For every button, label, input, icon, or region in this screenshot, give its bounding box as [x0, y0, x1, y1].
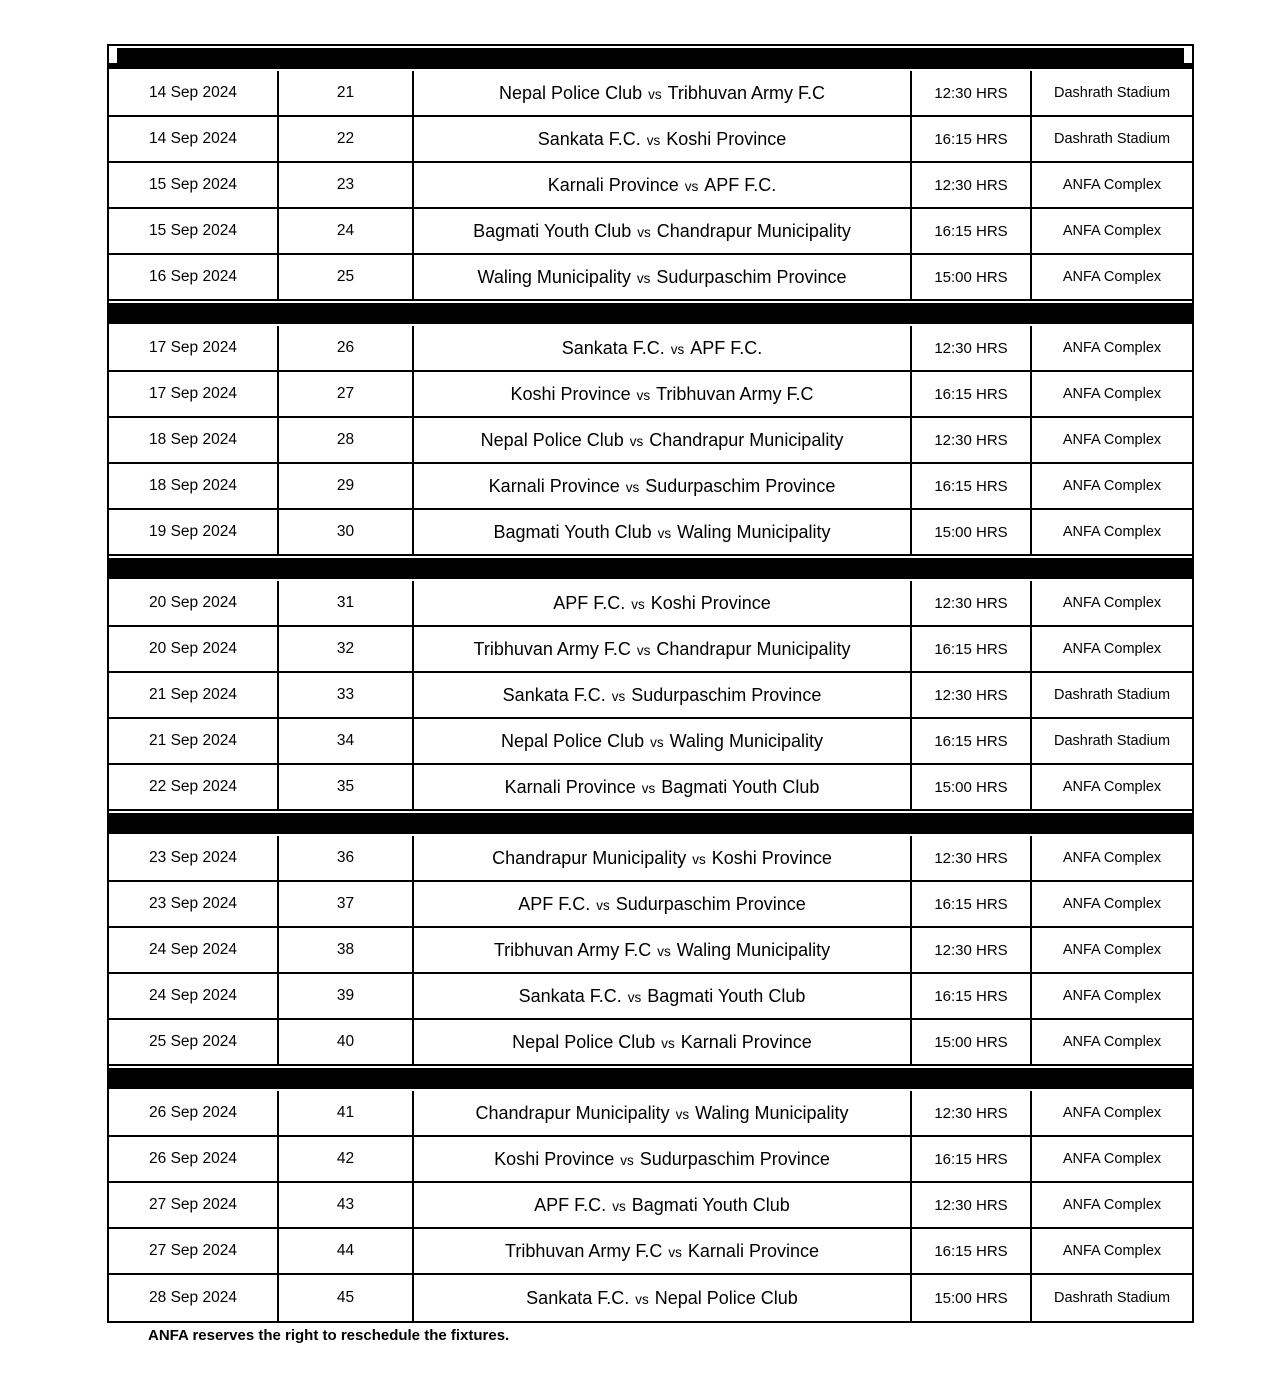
venue-cell: ANFA Complex [1062, 942, 1162, 958]
away-team: Sudurpaschim Province [639, 1148, 830, 1169]
time-cell: 12:30 HRS [912, 418, 1032, 462]
match-number-cell: 36 [279, 836, 414, 880]
date-cell: 20 Sep 2024 [109, 627, 279, 671]
match-number-cell: 40 [279, 1020, 414, 1064]
venue-cell: ANFA Complex [1062, 223, 1162, 239]
fixture-section [109, 303, 1192, 556]
venue-cell: ANFA Complex [1062, 1197, 1162, 1213]
fixture-row [109, 372, 1192, 418]
venue-cell: ANFA Complex [1062, 595, 1162, 611]
fixture-row [109, 1183, 1192, 1229]
date-cell: 14 Sep 2024 [109, 117, 279, 161]
vs-label: vs [648, 86, 662, 102]
venue-cell: ANFA Complex [1062, 1151, 1162, 1167]
fixture-row [109, 719, 1192, 765]
time-cell: 16:15 HRS [912, 117, 1032, 161]
fixture-row [109, 1091, 1192, 1137]
time-cell: 16:15 HRS [912, 464, 1032, 508]
away-team: Koshi Province [711, 847, 832, 868]
home-team: Sankata F.C. [502, 684, 606, 705]
home-team: Sankata F.C. [518, 985, 622, 1006]
away-team: Bagmati Youth Club [647, 985, 806, 1006]
match-number-cell: 22 [279, 117, 414, 161]
reschedule-note: ANFA reserves the right to reschedule the fixtures. [148, 1327, 510, 1344]
match-number-cell: 35 [279, 765, 414, 809]
teams-cell [414, 510, 912, 554]
teams-cell [414, 117, 912, 161]
home-team: APF F.C. [534, 1194, 607, 1215]
away-team: Chandrapur Municipality [656, 638, 851, 659]
home-team: Nepal Police Club [499, 82, 643, 103]
time-cell: 12:30 HRS [912, 71, 1032, 115]
vs-label: vs [661, 1035, 675, 1051]
date-cell: 20 Sep 2024 [109, 581, 279, 625]
away-team: Karnali Province [687, 1240, 819, 1261]
fixture-row [109, 836, 1192, 882]
vs-label: vs [612, 1198, 626, 1214]
time-cell: 15:00 HRS [912, 510, 1032, 554]
time-cell: 15:00 HRS [912, 765, 1032, 809]
venue-cell: ANFA Complex [1062, 641, 1162, 657]
time-cell: 16:15 HRS [912, 719, 1032, 763]
vs-label: vs [646, 132, 661, 148]
date-cell: 17 Sep 2024 [109, 372, 279, 416]
date-cell: 21 Sep 2024 [109, 673, 279, 717]
home-team: Koshi Province [510, 383, 631, 404]
fixture-row [109, 326, 1192, 372]
bar-notch-right [1184, 48, 1192, 63]
away-team: APF F.C. [704, 174, 777, 195]
vs-label: vs [625, 479, 640, 495]
time-cell: 12:30 HRS [912, 928, 1032, 972]
date-cell: 26 Sep 2024 [109, 1091, 279, 1135]
fixture-row [109, 627, 1192, 673]
venue-cell: Dashrath Stadium [1053, 687, 1171, 703]
time-cell: 16:15 HRS [912, 627, 1032, 671]
match-number-cell: 21 [279, 71, 414, 115]
teams-cell [414, 1137, 912, 1181]
away-team: Karnali Province [680, 1031, 812, 1052]
teams-cell [414, 836, 912, 880]
venue-cell: ANFA Complex [1062, 524, 1162, 540]
date-cell: 22 Sep 2024 [109, 765, 279, 809]
away-team: Sudurpaschim Province [645, 475, 836, 496]
home-team: Tribhuvan Army F.C [505, 1240, 663, 1261]
venue-cell: ANFA Complex [1062, 386, 1162, 402]
date-cell: 27 Sep 2024 [109, 1229, 279, 1273]
venue-cell: ANFA Complex [1062, 1034, 1162, 1050]
vs-label: vs [641, 780, 656, 796]
time-cell: 12:30 HRS [912, 836, 1032, 880]
date-cell: 18 Sep 2024 [109, 464, 279, 508]
fixture-section [109, 48, 1192, 301]
match-number-cell: 25 [279, 255, 414, 299]
teams-cell [414, 209, 912, 253]
time-cell: 15:00 HRS [912, 1020, 1032, 1064]
vs-label: vs [692, 851, 706, 867]
away-team: Bagmati Youth Club [631, 1194, 790, 1215]
time-cell: 16:15 HRS [912, 372, 1032, 416]
home-team: Tribhuvan Army F.C [473, 638, 631, 659]
vs-label: vs [657, 525, 672, 541]
home-team: Koshi Province [494, 1148, 615, 1169]
fixture-row [109, 1229, 1192, 1275]
date-cell: 19 Sep 2024 [109, 510, 279, 554]
date-cell: 15 Sep 2024 [109, 209, 279, 253]
home-team: Nepal Police Club [512, 1031, 656, 1052]
match-number-cell: 45 [279, 1275, 414, 1321]
date-cell: 24 Sep 2024 [109, 974, 279, 1018]
fixture-row [109, 1275, 1192, 1321]
time-cell: 16:15 HRS [912, 1137, 1032, 1181]
time-cell: 12:30 HRS [912, 673, 1032, 717]
vs-label: vs [627, 989, 642, 1005]
away-team: Waling Municipality [676, 939, 831, 960]
fixture-row [109, 1020, 1192, 1066]
fixture-row [109, 163, 1192, 209]
away-team: Sudurpaschim Province [656, 266, 847, 287]
home-team: Sankata F.C. [561, 337, 665, 358]
venue-cell: ANFA Complex [1062, 269, 1162, 285]
venue-cell: Dashrath Stadium [1053, 131, 1171, 147]
date-cell: 21 Sep 2024 [109, 719, 279, 763]
date-cell: 24 Sep 2024 [109, 928, 279, 972]
vs-label: vs [675, 1106, 690, 1122]
bar-notch-left [109, 48, 117, 63]
section-separator-bar [109, 303, 1192, 324]
match-number-cell: 28 [279, 418, 414, 462]
venue-cell: Dashrath Stadium [1053, 85, 1171, 101]
fixtures-table [107, 44, 1194, 1323]
teams-cell [414, 928, 912, 972]
match-number-cell: 31 [279, 581, 414, 625]
match-number-cell: 23 [279, 163, 414, 207]
date-cell: 16 Sep 2024 [109, 255, 279, 299]
home-team: Sankata F.C. [526, 1287, 630, 1308]
fixture-row [109, 464, 1192, 510]
fixture-row [109, 1137, 1192, 1183]
time-cell: 12:30 HRS [912, 326, 1032, 370]
teams-cell [414, 1020, 912, 1064]
time-cell: 12:30 HRS [912, 163, 1032, 207]
away-team: Waling Municipality [669, 730, 823, 751]
section-separator-bar [109, 1068, 1192, 1089]
teams-cell [414, 255, 912, 299]
date-cell: 17 Sep 2024 [109, 326, 279, 370]
match-number-cell: 34 [279, 719, 414, 763]
vs-label: vs [636, 387, 651, 403]
vs-label: vs [684, 178, 699, 194]
section-separator-bar [109, 813, 1192, 834]
fixture-section [109, 813, 1192, 1066]
fixture-row [109, 117, 1192, 163]
vs-label: vs [629, 433, 644, 449]
time-cell: 12:30 HRS [912, 1183, 1032, 1227]
away-team: Waling Municipality [677, 521, 831, 542]
date-cell: 18 Sep 2024 [109, 418, 279, 462]
teams-cell [414, 1275, 912, 1321]
fixture-row [109, 882, 1192, 928]
home-team: Sankata F.C. [537, 128, 641, 149]
vs-label: vs [596, 897, 610, 913]
vs-label: vs [631, 596, 645, 612]
date-cell: 27 Sep 2024 [109, 1183, 279, 1227]
away-team: Waling Municipality [695, 1102, 849, 1123]
away-team: Bagmati Youth Club [661, 776, 820, 797]
home-team: Karnali Province [488, 475, 620, 496]
fixture-row [109, 974, 1192, 1020]
match-number-cell: 42 [279, 1137, 414, 1181]
match-number-cell: 32 [279, 627, 414, 671]
date-cell: 25 Sep 2024 [109, 1020, 279, 1064]
date-cell: 14 Sep 2024 [109, 71, 279, 115]
match-number-cell: 26 [279, 326, 414, 370]
teams-cell [414, 882, 912, 926]
home-team: Nepal Police Club [480, 429, 624, 450]
time-cell: 15:00 HRS [912, 255, 1032, 299]
home-team: Chandrapur Municipality [492, 847, 687, 868]
time-cell: 15:00 HRS [912, 1275, 1032, 1321]
time-cell: 16:15 HRS [912, 1229, 1032, 1273]
away-team: Sudurpaschim Province [615, 893, 806, 914]
time-cell: 16:15 HRS [912, 209, 1032, 253]
date-cell: 23 Sep 2024 [109, 836, 279, 880]
fixture-row [109, 581, 1192, 627]
home-team: Bagmati Youth Club [493, 521, 652, 542]
away-team: Tribhuvan Army F.C [667, 82, 825, 103]
teams-cell [414, 1183, 912, 1227]
match-number-cell: 39 [279, 974, 414, 1018]
match-number-cell: 27 [279, 372, 414, 416]
vs-label: vs [657, 943, 671, 959]
vs-label: vs [670, 341, 685, 357]
venue-cell: ANFA Complex [1062, 340, 1162, 356]
match-number-cell: 44 [279, 1229, 414, 1273]
away-team: Chandrapur Municipality [656, 220, 851, 241]
teams-cell [414, 581, 912, 625]
teams-cell [414, 627, 912, 671]
teams-cell [414, 673, 912, 717]
section-separator-bar [109, 48, 1192, 69]
match-number-cell: 24 [279, 209, 414, 253]
fixture-row [109, 673, 1192, 719]
fixture-row [109, 71, 1192, 117]
fixture-row [109, 928, 1192, 974]
home-team: Nepal Police Club [501, 730, 645, 751]
away-team: Sudurpaschim Province [631, 684, 822, 705]
venue-cell: ANFA Complex [1062, 1243, 1162, 1259]
fixture-section [109, 1068, 1192, 1321]
match-number-cell: 41 [279, 1091, 414, 1135]
match-number-cell: 33 [279, 673, 414, 717]
vs-label: vs [668, 1244, 682, 1260]
match-number-cell: 43 [279, 1183, 414, 1227]
match-number-cell: 29 [279, 464, 414, 508]
fixture-row [109, 510, 1192, 556]
vs-label: vs [611, 688, 626, 704]
home-team: Karnali Province [504, 776, 636, 797]
fixture-row [109, 418, 1192, 464]
teams-cell [414, 464, 912, 508]
date-cell: 15 Sep 2024 [109, 163, 279, 207]
match-number-cell: 37 [279, 882, 414, 926]
venue-cell: ANFA Complex [1062, 896, 1162, 912]
vs-label: vs [637, 224, 651, 240]
away-team: Koshi Province [650, 592, 771, 613]
fixture-row [109, 209, 1192, 255]
away-team: Tribhuvan Army F.C [656, 383, 814, 404]
date-cell: 23 Sep 2024 [109, 882, 279, 926]
venue-cell: ANFA Complex [1062, 988, 1162, 1004]
teams-cell [414, 1229, 912, 1273]
match-number-cell: 38 [279, 928, 414, 972]
vs-label: vs [636, 642, 651, 658]
away-team: APF F.C. [690, 337, 763, 358]
fixture-row [109, 255, 1192, 301]
venue-cell: ANFA Complex [1062, 1105, 1162, 1121]
match-number-cell: 30 [279, 510, 414, 554]
date-cell: 26 Sep 2024 [109, 1137, 279, 1181]
section-separator-bar [109, 558, 1192, 579]
vs-label: vs [636, 270, 651, 286]
home-team: Karnali Province [547, 174, 679, 195]
vs-label: vs [620, 1152, 634, 1168]
home-team: APF F.C. [553, 592, 626, 613]
home-team: Tribhuvan Army F.C [493, 939, 652, 960]
vs-label: vs [650, 734, 664, 750]
vs-label: vs [635, 1291, 649, 1307]
venue-cell: ANFA Complex [1062, 432, 1162, 448]
teams-cell [414, 765, 912, 809]
home-team: APF F.C. [518, 893, 591, 914]
time-cell: 12:30 HRS [912, 581, 1032, 625]
home-team: Bagmati Youth Club [473, 220, 632, 241]
teams-cell [414, 418, 912, 462]
venue-cell: ANFA Complex [1062, 850, 1162, 866]
teams-cell [414, 71, 912, 115]
home-team: Chandrapur Municipality [475, 1102, 670, 1123]
teams-cell [414, 326, 912, 370]
venue-cell: Dashrath Stadium [1053, 1290, 1171, 1306]
fixture-row [109, 765, 1192, 811]
away-team: Nepal Police Club [654, 1287, 798, 1308]
home-team: Waling Municipality [477, 266, 631, 287]
venue-cell: ANFA Complex [1062, 779, 1162, 795]
away-team: Koshi Province [666, 128, 787, 149]
time-cell: 12:30 HRS [912, 1091, 1032, 1135]
venue-cell: Dashrath Stadium [1053, 733, 1171, 749]
venue-cell: ANFA Complex [1062, 177, 1162, 193]
time-cell: 16:15 HRS [912, 882, 1032, 926]
teams-cell [414, 1091, 912, 1135]
teams-cell [414, 372, 912, 416]
venue-cell: ANFA Complex [1062, 478, 1162, 494]
teams-cell [414, 163, 912, 207]
teams-cell [414, 719, 912, 763]
away-team: Chandrapur Municipality [649, 429, 844, 450]
date-cell: 28 Sep 2024 [109, 1275, 279, 1321]
teams-cell [414, 974, 912, 1018]
fixture-section [109, 558, 1192, 811]
time-cell: 16:15 HRS [912, 974, 1032, 1018]
